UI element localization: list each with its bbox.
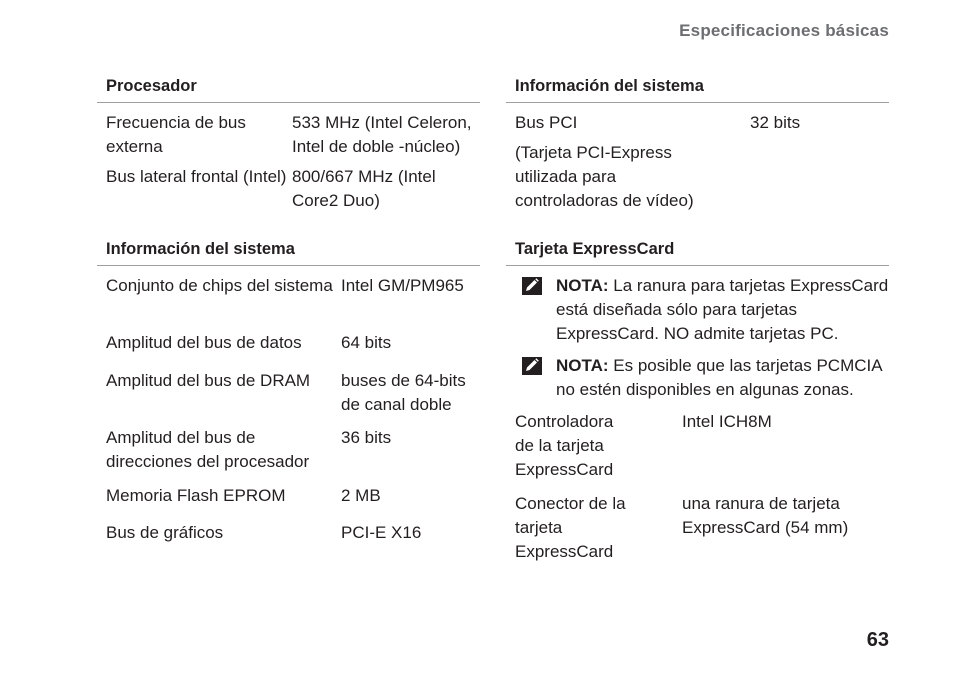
spec-label: Bus PCI <box>515 113 578 132</box>
spec-value: 800/667 MHz (Intel Core2 Duo) <box>292 167 436 210</box>
spec-value: Intel GM/PM965 <box>341 276 464 295</box>
spec-row <box>506 410 889 492</box>
spec-value: 2 MB <box>341 486 381 505</box>
spec-value: Intel ICH8M <box>682 412 772 431</box>
spec-row <box>506 141 889 219</box>
spec-row <box>97 484 480 521</box>
spec-row <box>97 331 480 369</box>
note-body: Es posible que las tarjetas PCMCIA no estén disponibles en algunas zonas. <box>556 356 882 399</box>
section-title-procesador: Procesador <box>97 76 480 103</box>
spec-value: 533 MHz (Intel Celeron, Intel de doble -núcleo) <box>292 113 472 156</box>
right-column <box>506 76 889 568</box>
spec-value: PCI-E X16 <box>341 523 422 542</box>
section-title-sistema: Información del sistema <box>97 239 480 266</box>
left-column <box>97 76 480 551</box>
section-expresscard <box>506 239 889 568</box>
page-number: 63 <box>866 629 889 651</box>
spec-value: una ranura de tarjeta ExpressCard (54 mm) <box>682 494 849 537</box>
spec-label: Frecuencia de bus externa <box>106 113 246 156</box>
expresscard-body <box>506 266 889 568</box>
note-body: La ranura para tarjetas ExpressCard está diseñada sólo para tarjetas ExpressCard. NO admite tarjetas PC. <box>556 276 889 343</box>
spec-row <box>97 111 480 165</box>
spec-table-sistema-pci <box>506 103 889 219</box>
spec-row <box>97 369 480 426</box>
spec-label: Controladora de la tarjeta ExpressCard <box>515 412 614 479</box>
spec-label: Bus lateral frontal (Intel) <box>106 167 287 186</box>
spec-row <box>506 492 889 568</box>
note-pencil-icon <box>520 357 544 375</box>
spec-row <box>506 111 889 141</box>
spec-label: Amplitud del bus de DRAM <box>106 371 311 390</box>
spec-table-procesador <box>97 103 480 219</box>
spec-value: buses de 64-bits de canal doble <box>341 371 466 414</box>
spec-label: Amplitud del bus de direcciones del procesador <box>106 428 310 471</box>
spec-label: Conector de la tarjeta ExpressCard <box>515 494 626 561</box>
spec-row <box>97 426 480 484</box>
note-prefix: NOTA: <box>556 276 609 295</box>
spec-label: Conjunto de chips del sistema <box>106 276 333 295</box>
running-header: Especificaciones básicas <box>679 21 889 40</box>
spec-row <box>97 165 480 219</box>
note-text <box>556 354 889 402</box>
note-text <box>556 274 889 346</box>
note-pencil-icon <box>520 277 544 295</box>
spec-value <box>715 141 889 219</box>
section-title-sistema: Información del sistema <box>506 76 889 103</box>
spec-value: 32 bits <box>750 113 801 132</box>
note-prefix: NOTA: <box>556 356 609 375</box>
spec-row <box>97 521 480 551</box>
section-title-expresscard: Tarjeta ExpressCard <box>506 239 889 266</box>
spec-label: Bus de gráficos <box>106 523 224 542</box>
spec-row <box>97 274 480 331</box>
spec-label: Memoria Flash EPROM <box>106 486 286 505</box>
spec-value: 64 bits <box>341 333 392 352</box>
spec-label: (Tarjeta PCI-Express utilizada para controladoras de vídeo) <box>515 143 694 210</box>
spec-value: 36 bits <box>341 428 392 447</box>
section-sistema-left <box>97 239 480 551</box>
note-callout <box>506 274 889 346</box>
note-callout <box>506 354 889 402</box>
spec-table-sistema <box>97 266 480 551</box>
spec-label: Amplitud del bus de datos <box>106 333 302 352</box>
section-procesador <box>97 76 480 219</box>
section-sistema-right <box>506 76 889 219</box>
